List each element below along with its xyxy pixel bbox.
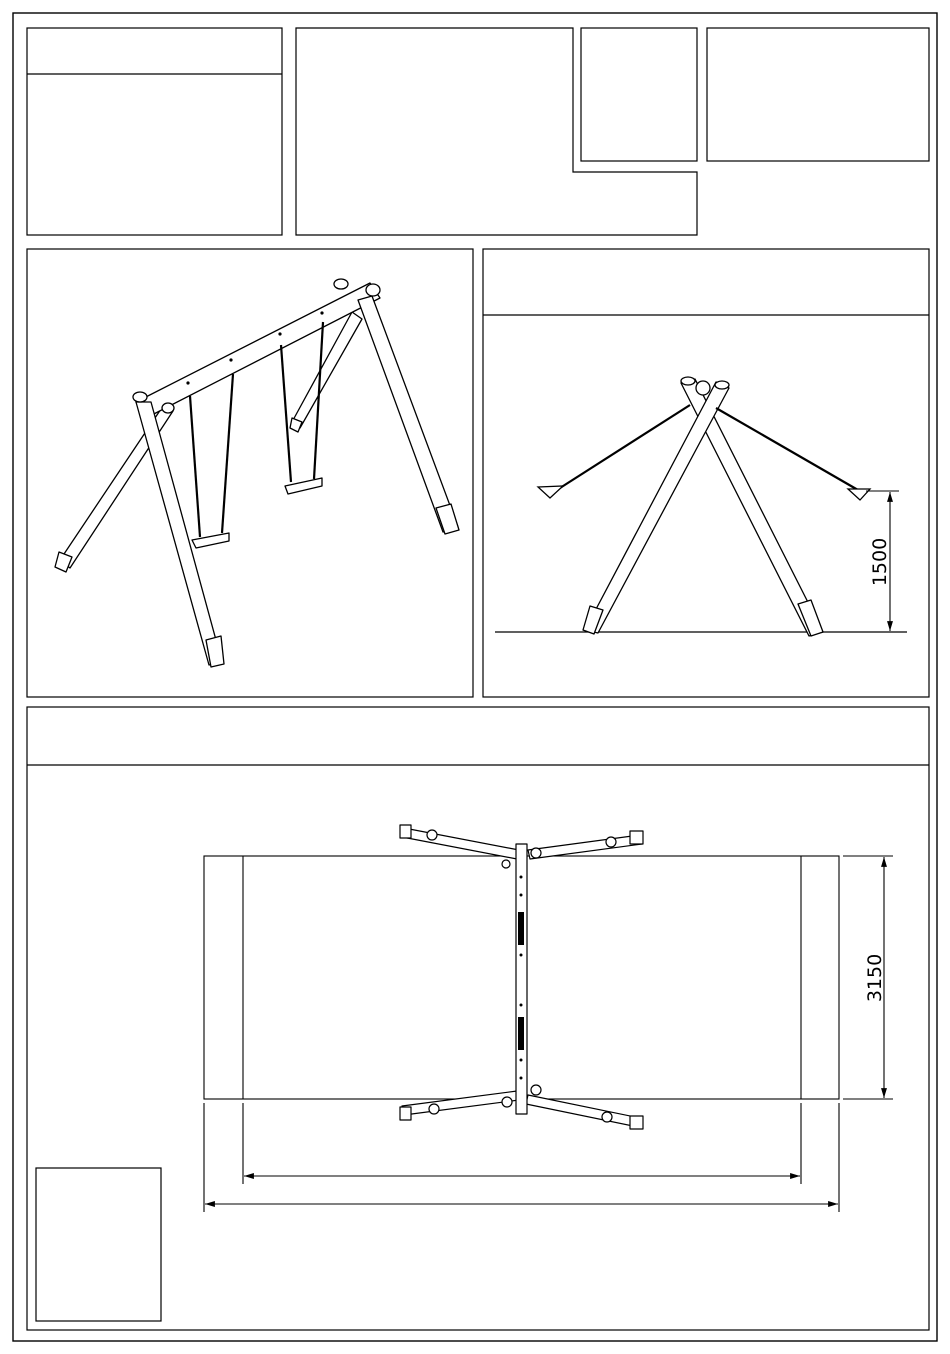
legend-box [36, 1168, 161, 1321]
swing-frame-plan [400, 825, 643, 1129]
title-box-3 [581, 28, 697, 161]
side-elevation-view [483, 249, 929, 697]
isometric-view [27, 249, 473, 697]
width-dimension-label: 3150 [864, 953, 886, 1003]
outer-border [13, 13, 937, 1341]
title-box-4 [707, 28, 929, 161]
plan-frame [27, 707, 929, 1330]
title-box-2 [296, 28, 697, 235]
swing-frame-isometric [55, 279, 459, 667]
swing-frame-side [583, 377, 823, 636]
isometric-frame [27, 249, 473, 697]
title-box-1 [27, 28, 282, 235]
height-dimension-label: 1500 [869, 537, 891, 587]
plan-view [27, 707, 929, 1330]
inner-length-dimension [243, 1103, 801, 1184]
outer-length-dimension [204, 1103, 839, 1212]
title-block [27, 28, 929, 235]
swing-seats-side [538, 486, 870, 500]
side-elevation-frame [483, 249, 929, 697]
